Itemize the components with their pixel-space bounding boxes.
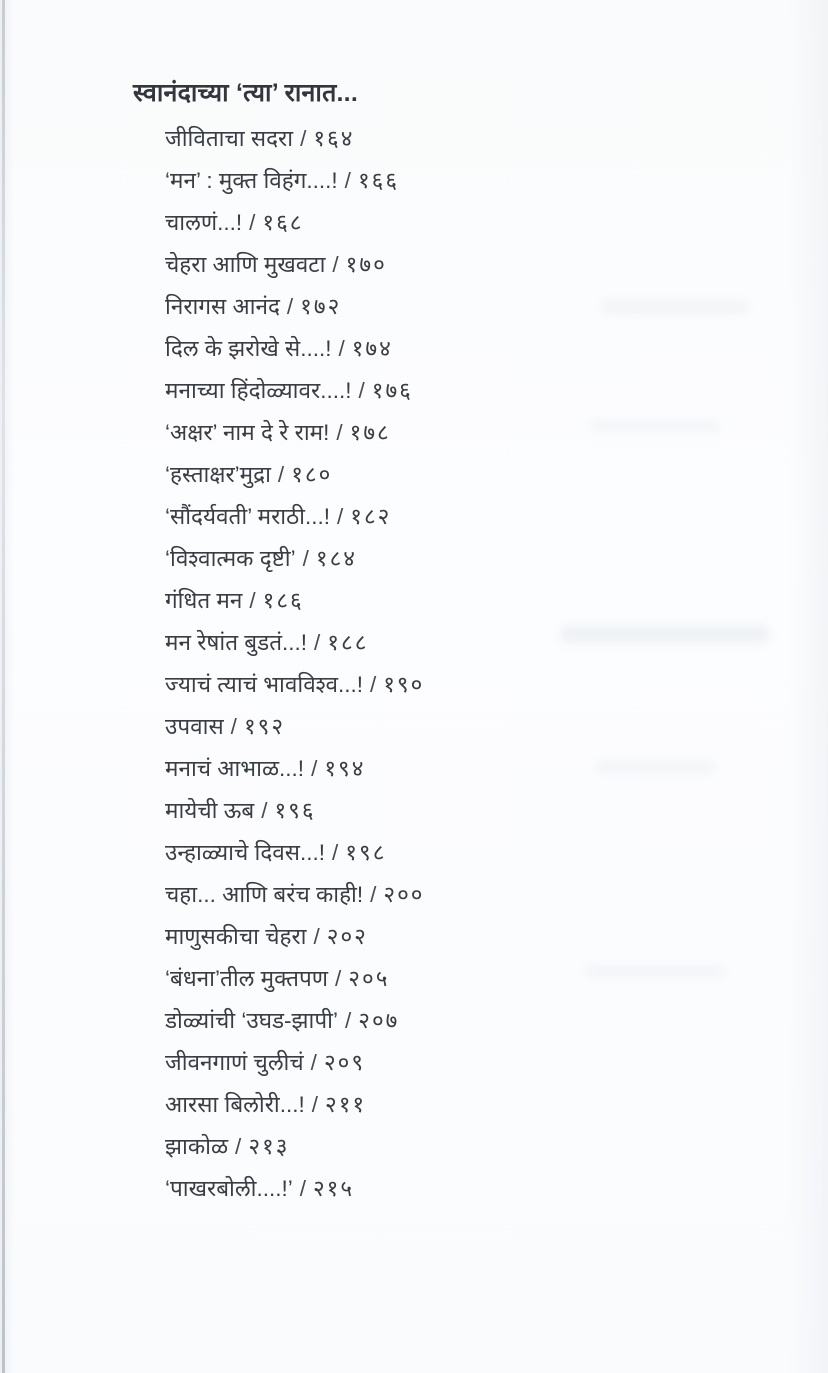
entry-title: उपवास [165, 714, 224, 739]
entry-page-number: १८६ [262, 588, 304, 613]
entry-separator: / [338, 336, 345, 361]
entry-separator: / [302, 546, 309, 571]
toc-list [165, 118, 425, 1210]
toc-entry [165, 916, 425, 958]
entry-separator: / [332, 252, 339, 277]
toc-entry [165, 538, 425, 580]
toc-entry [165, 286, 425, 328]
entry-title: ‘हस्ताक्षर’मुद्रा [165, 462, 271, 487]
entry-title: निरागस आनंद [165, 294, 280, 319]
toc-entry [165, 580, 425, 622]
bleed-through-ghosting [600, 300, 750, 314]
entry-separator: / [335, 966, 342, 991]
entry-separator: / [311, 756, 318, 781]
entry-page-number: १८८ [327, 630, 369, 655]
entry-title: मनाच्या हिंदोळ्यावर....! [165, 378, 352, 403]
entry-page-number: १७८ [349, 420, 391, 445]
toc-entry [165, 328, 425, 370]
entry-title: डोळ्यांची ‘उघड-झापी’ [165, 1008, 338, 1033]
entry-page-number: १९० [383, 672, 425, 697]
entry-page-number: १९४ [324, 756, 366, 781]
entry-separator: / [370, 882, 377, 907]
bleed-through-ghosting [560, 625, 770, 643]
toc-entry [165, 1000, 425, 1042]
entry-page-number: १९६ [274, 798, 316, 823]
entry-separator: / [310, 1050, 317, 1075]
entry-page-number: २०७ [358, 1008, 400, 1033]
entry-title: ‘पाखरबोली....!’ [165, 1176, 293, 1201]
entry-title: जीविताचा सदरा [165, 126, 294, 151]
entry-page-number: २०० [383, 882, 425, 907]
entry-page-number: १९२ [243, 714, 286, 739]
toc-entry [165, 118, 425, 160]
entry-title: चालणं...! [165, 210, 243, 235]
toc-entry [165, 832, 425, 874]
entry-title: मन रेषांत बुडतं...! [165, 630, 308, 655]
entry-page-number: २११ [325, 1092, 367, 1117]
section-title: स्वानंदाच्या ‘त्या’ रानात... [133, 79, 358, 107]
entry-separator: / [311, 1092, 319, 1117]
entry-separator: / [299, 1176, 306, 1201]
entry-separator: / [336, 420, 343, 445]
entry-title: माणुसकीचा चेहरा [165, 924, 307, 949]
entry-title: ‘मन’ : मुक्त विहंग....! [165, 168, 338, 193]
entry-separator: / [235, 1134, 242, 1159]
bleed-through-ghosting [595, 760, 715, 774]
entry-title: ‘सौंदर्यवती’ मराठी...! [165, 504, 331, 529]
entry-page-number: २०२ [326, 924, 368, 949]
entry-title: दिल के झरोखे से....! [165, 336, 332, 361]
toc-entry [165, 412, 425, 454]
entry-separator: / [277, 462, 285, 487]
entry-title: मायेची ऊब [165, 798, 255, 823]
entry-page-number: १८४ [315, 546, 357, 571]
entry-title: झाकोळ [165, 1134, 229, 1159]
scan-edge-shadow [2, 0, 5, 1373]
toc-entry [165, 622, 425, 664]
entry-separator: / [313, 924, 320, 949]
entry-page-number: १६८ [262, 210, 304, 235]
bleed-through-ghosting [585, 965, 725, 977]
entry-title: आरसा बिलोरी...! [165, 1092, 305, 1117]
toc-entry [165, 1168, 425, 1210]
entry-page-number: २०५ [348, 966, 390, 991]
entry-page-number: १८२ [350, 504, 392, 529]
toc-entry [165, 202, 425, 244]
bleed-through-ghosting [590, 420, 720, 432]
entry-title: उन्हाळ्याचे दिवस...! [165, 840, 326, 865]
toc-entry [165, 664, 425, 706]
toc-entry [165, 160, 425, 202]
toc-entry [165, 244, 425, 286]
entry-title: ‘अक्षर’ नाम दे रे राम! [165, 420, 330, 445]
entry-page-number: १८० [291, 462, 333, 487]
entry-separator: / [286, 294, 294, 319]
entry-separator: / [261, 798, 268, 823]
entry-separator: / [344, 168, 351, 193]
entry-title: ज्याचं त्याचं भावविश्व...! [165, 672, 363, 697]
entry-page-number: १६४ [313, 126, 355, 151]
entry-separator: / [344, 1008, 352, 1033]
toc-entry [165, 874, 425, 916]
entry-page-number: १७६ [371, 378, 413, 403]
toc-entry [165, 790, 425, 832]
entry-separator: / [300, 126, 307, 151]
entry-page-number: १७४ [351, 336, 393, 361]
entry-separator: / [249, 210, 256, 235]
entry-separator: / [249, 588, 256, 613]
entry-title: ‘विश्वात्मक दृष्टी’ [165, 546, 296, 571]
entry-separator: / [332, 840, 339, 865]
entry-separator: / [230, 714, 237, 739]
toc-entry [165, 1042, 425, 1084]
entry-separator: / [314, 630, 321, 655]
toc-entry [165, 1084, 425, 1126]
toc-entry [165, 748, 425, 790]
entry-page-number: २०९ [323, 1050, 366, 1075]
toc-entry [165, 370, 425, 412]
toc-entry [165, 454, 425, 496]
entry-title: ‘बंधना’तील मुक्तपण [165, 966, 329, 991]
entry-page-number: १७० [345, 252, 387, 277]
entry-title: गंधित मन [165, 588, 243, 613]
entry-separator: / [337, 504, 344, 529]
entry-separator: / [369, 672, 377, 697]
entry-title: जीवनगाणं चुलीचं [165, 1050, 304, 1075]
entry-page-number: १७२ [300, 294, 342, 319]
entry-page-number: १९८ [345, 840, 387, 865]
toc-entry [165, 958, 425, 1000]
entry-title: चेहरा आणि मुखवटा [165, 252, 326, 277]
entry-title: चहा... आणि बरंच काही! [165, 882, 364, 907]
toc-entry [165, 706, 425, 748]
entry-page-number: २१३ [248, 1134, 290, 1159]
entry-page-number: १६६ [357, 168, 400, 193]
toc-entry [165, 496, 425, 538]
toc-entry [165, 1126, 425, 1168]
entry-page-number: २१५ [312, 1176, 355, 1201]
entry-title: मनाचं आभाळ...! [165, 756, 305, 781]
entry-separator: / [358, 378, 365, 403]
